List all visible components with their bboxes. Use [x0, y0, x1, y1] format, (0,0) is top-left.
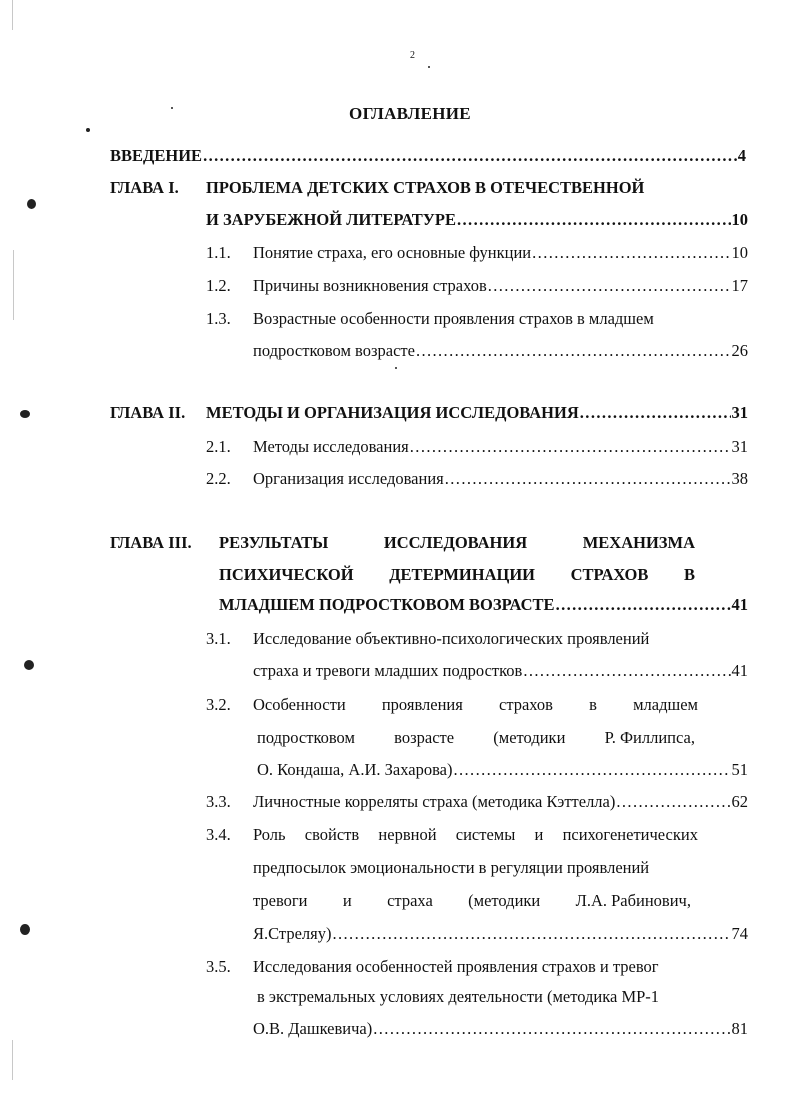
- section-number: 1.1.: [206, 243, 231, 262]
- toc-page-number: 74: [731, 924, 748, 943]
- toc-entry-chapter2: [206, 403, 748, 423]
- page-title: ОГЛАВЛЕНИЕ: [349, 104, 471, 123]
- toc-page-number: 41: [731, 661, 748, 680]
- toc-entry-section: [257, 760, 748, 780]
- section-title: О. Кондаша, А.И. Захарова): [257, 760, 453, 779]
- toc-page-number: 17: [731, 276, 748, 295]
- section-title: предпосылок эмоциональности в регуляции проявлений: [253, 858, 650, 877]
- chapter-title-line: ПРОБЛЕМА ДЕТСКИХ СТРАХОВ В ОТЕЧЕСТВЕННОЙ: [206, 178, 645, 197]
- title-word: системы: [455, 825, 516, 844]
- toc-entry-section: [253, 437, 748, 457]
- section-number: 3.2.: [206, 695, 231, 714]
- page-number: 2: [410, 50, 415, 61]
- toc-entry-section: [253, 243, 748, 263]
- title-word: (методики: [468, 891, 541, 910]
- dot-leader: [416, 341, 731, 361]
- dot-leader: [580, 403, 731, 423]
- toc-page-number: 41: [731, 595, 748, 614]
- chapter-title-line: И ЗАРУБЕЖНОЙ ЛИТЕРАТУРЕ: [206, 210, 456, 229]
- section-number: 2.1.: [206, 437, 231, 456]
- title-word: Особенности: [253, 695, 346, 714]
- section-title: [257, 728, 695, 748]
- title-word: подростковом: [257, 728, 355, 747]
- title-word: возрасте: [394, 728, 455, 747]
- title-word: Роль: [253, 825, 286, 844]
- binding-hole-mark: [20, 410, 30, 418]
- section-number: 3.4.: [206, 825, 231, 844]
- scan-edge-line: [13, 250, 14, 320]
- section-title: подростковом возрасте: [253, 341, 415, 360]
- title-word: нервной: [378, 825, 437, 844]
- section-number: 1.2.: [206, 276, 231, 295]
- dot-leader: [616, 792, 730, 812]
- dot-leader: [445, 469, 731, 489]
- title-word: и: [534, 825, 544, 844]
- title-word: тревоги: [253, 891, 308, 910]
- section-title: Исследование объективно-психологических проявлений: [253, 629, 650, 648]
- binding-hole-mark: [20, 924, 30, 935]
- toc-page-number: 62: [731, 792, 748, 811]
- chapter-title-line: [219, 533, 695, 553]
- section-number: 2.2.: [206, 469, 231, 488]
- title-word: проявления: [381, 695, 463, 714]
- chapter-title-line: МЕТОДЫ И ОРГАНИЗАЦИЯ ИССЛЕДОВАНИЯ: [206, 403, 579, 422]
- title-word: в: [589, 695, 597, 714]
- scan-edge-line: [12, 0, 13, 30]
- section-number: 1.3.: [206, 309, 231, 328]
- title-word: РЕЗУЛЬТАТЫ: [219, 533, 329, 552]
- toc-entry-section: [253, 661, 748, 681]
- chapter-label: ГЛАВА III.: [110, 533, 192, 552]
- title-word: Л.А. Рабинович,: [575, 891, 691, 910]
- section-title: О.В. Дашкевича): [253, 1019, 373, 1038]
- section-title: [253, 891, 691, 911]
- section-title: Причины возникновения страхов: [253, 276, 487, 295]
- title-word: психогенетических: [562, 825, 698, 844]
- dot-leader: [373, 1019, 730, 1039]
- title-word: (методики: [493, 728, 566, 747]
- dot-leader: [556, 595, 731, 615]
- toc-entry-section: [253, 792, 748, 812]
- section-title: Понятие страха, его основные функции: [253, 243, 532, 262]
- chapter-label: ГЛАВА II.: [110, 403, 186, 422]
- title-word: и: [342, 891, 352, 910]
- binding-hole-mark: [24, 660, 34, 670]
- dot-leader: [203, 146, 737, 166]
- toc-entry-section: [253, 341, 748, 361]
- section-title: Личностные корреляты страха (методика Кэттелла): [253, 792, 616, 811]
- section-title: Возрастные особенности проявления страхов в младшем: [253, 309, 654, 328]
- title-word: Р. Филлипса,: [604, 728, 695, 747]
- title-word: ПСИХИЧЕСКОЙ: [219, 565, 354, 584]
- section-title: Организация исследования: [253, 469, 444, 488]
- title-word: младшем: [633, 695, 698, 714]
- toc-page-number: 4: [737, 146, 746, 165]
- title-word: ИССЛЕДОВАНИЯ: [383, 533, 528, 552]
- dot-leader: [532, 243, 730, 263]
- toc-entry-label: ВВЕДЕНИЕ: [110, 146, 203, 165]
- title-word: СТРАХОВ: [570, 565, 649, 584]
- dot-leader: [410, 437, 731, 457]
- dot-leader: [488, 276, 731, 296]
- toc-entry-section: [253, 276, 748, 296]
- toc-page-number: 10: [731, 210, 748, 229]
- section-title: Я.Стреляу): [253, 924, 332, 943]
- toc-entry-section: [253, 1019, 748, 1039]
- dot-leader: [457, 210, 731, 230]
- title-word: В: [683, 565, 695, 584]
- toc-page-number: 81: [731, 1019, 748, 1038]
- section-number: 3.5.: [206, 957, 231, 976]
- toc-entry-intro: [110, 146, 746, 166]
- toc-entry-section: [253, 924, 748, 944]
- toc-entry-chapter3: [219, 595, 748, 615]
- title-word: свойств: [304, 825, 360, 844]
- section-number: 3.1.: [206, 629, 231, 648]
- chapter-title-line: МЛАДШЕМ ПОДРОСТКОВОМ ВОЗРАСТЕ: [219, 595, 555, 614]
- toc-page-number: 51: [731, 760, 748, 779]
- toc-entry-chapter1: [206, 210, 748, 230]
- scan-speck: [428, 66, 430, 68]
- toc-page-number: 26: [731, 341, 748, 360]
- dot-leader: [332, 924, 730, 944]
- section-title: [253, 825, 698, 845]
- scan-speck: [395, 367, 397, 369]
- chapter-label: ГЛАВА I.: [110, 178, 179, 197]
- section-number: 3.3.: [206, 792, 231, 811]
- dot-leader: [453, 760, 730, 780]
- toc-page-number: 31: [731, 437, 748, 456]
- scan-edge-line: [12, 1040, 13, 1080]
- binding-hole-mark: [27, 199, 36, 209]
- title-word: ДЕТЕРМИНАЦИИ: [389, 565, 535, 584]
- title-word: страха: [387, 891, 433, 910]
- section-title: Методы исследования: [253, 437, 409, 456]
- title-word: страхов: [499, 695, 553, 714]
- toc-entry-section: [253, 469, 748, 489]
- chapter-title-line: [219, 565, 695, 585]
- toc-page-number: 31: [731, 403, 748, 422]
- section-title: в экстремальных условиях деятельности (методика МР-1: [257, 987, 660, 1006]
- title-word: МЕХАНИЗМА: [582, 533, 695, 552]
- section-title: [253, 695, 698, 715]
- section-title: страха и тревоги младших подростков: [253, 661, 523, 680]
- scan-speck: [171, 107, 173, 109]
- toc-page-number: 10: [731, 243, 748, 262]
- dot-leader: [523, 661, 730, 681]
- toc-page-number: 38: [731, 469, 748, 488]
- scan-speck: [86, 128, 90, 132]
- section-title: Исследования особенностей проявления страхов и тревог: [253, 957, 659, 976]
